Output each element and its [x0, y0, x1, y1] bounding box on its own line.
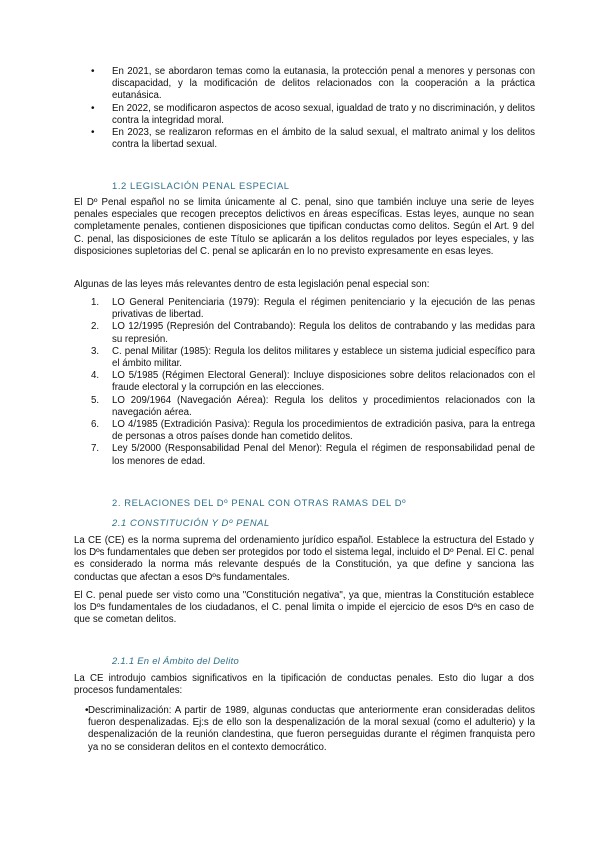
- list-text: C. penal Militar (1985): Regula los delitos militares y establece un sistema judicial específico para el ámbito militar.: [112, 345, 535, 370]
- list-item: • En 2023, se realizaron reformas en el ámbito de la salud sexual, el maltrato animal y los delitos contra la libertad sexual.: [91, 127, 535, 151]
- laws-intro: Algunas de las leyes más relevantes dentro de esta legislación penal especial son:: [74, 279, 430, 290]
- section-heading-1-2: 1.2 LEGISLACIÓN PENAL ESPECIAL: [112, 180, 290, 191]
- negative-constitution-paragraph: El C. penal puede ser visto como una "Constitución negativa", ya que, mientras la Constitución establece los Dºs fundamentales de los ciudadanos, el C. penal limita o impide el ejercicio de esos Dºs en caso de que se cometan delitos.: [74, 590, 534, 626]
- list-text: LO 12/1995 (Represión del Contrabando): Regula los delitos de contrabando y las medidas para su represión.: [112, 321, 535, 345]
- list-item: [91, 443, 535, 467]
- decriminalization-list: [88, 705, 535, 754]
- list-text: LO 4/1985 (Extradición Pasiva): Regula los procedimientos de extradición pasiva, para la entrega de personas a otros países donde han cometido delitos.: [112, 419, 535, 443]
- list-item: • En 2022, se modificaron aspectos de acoso sexual, igualdad de trato y no discriminación, y delitos contra la integridad moral.: [91, 103, 535, 127]
- list-item: [91, 419, 535, 443]
- list-text: LO General Penitenciaria (1979): Regula el régimen penitenciario y la ejecución de las penas privativas de libertad.: [112, 297, 535, 321]
- list-number: 2.: [91, 321, 100, 333]
- section-heading-2-1-1: 2.1.1 En el Ámbito del Delito: [112, 655, 239, 666]
- list-number: 4.: [91, 370, 100, 382]
- list-number: 5.: [91, 394, 100, 406]
- crime-scope-paragraph: La CE introdujo cambios significativos en la tipificación de conductas penales. Esto dio lugar a dos procesos fundamentales:: [74, 673, 534, 697]
- list-text: Ley 5/2000 (Responsabilidad Penal del Menor): Regula el régimen de responsabilidad penal de los menores de edad.: [112, 443, 535, 467]
- list-item: [91, 297, 535, 321]
- list-item: • En 2021, se abordaron temas como la eutanasia, la protección penal a menores y personas con discapacidad, y la modificación de delitos relacionados con la cooperación a la práctica eutanásica.: [91, 66, 535, 103]
- list-number: 1.: [91, 297, 100, 308]
- list-number: 7.: [91, 443, 100, 455]
- constitution-paragraph: La CE (CE) es la norma suprema del ordenamiento jurídico español. Establece la estructura del Estado y los Dºs fundamentales que deben ser protegidos por todo el sistema legal, incluido el Dº Penal. El C. penal es considerado la norma más relevante después de la Constitución, ya que define y sanciona las conductas que afectan a esos Dºs fundamentales.: [74, 535, 534, 583]
- list-text: • Descriminalización: A partir de 1989, algunas conductas que anteriormente eran consideradas delitos fueron despenalizadas. Ej:s de ello son la despenalización de la moral sexual (como el adulterio) y la despenalización de la reunión clandestina, que fueron perseguidas durante el régimen franquista pero ya no se consideran delitos en el contexto democrático.: [88, 705, 535, 753]
- special-legislation-paragraph: El Dº Penal español no se limita únicamente al C. penal, sino que también incluye una serie de leyes penales especiales que recogen preceptos delictivos en áreas específicas. Estas leyes, aunque no sean completamente penales, contienen disposiciones que tipifican conductas como delitos. Según el Art. 9 del C. penal, las disposiciones de este Título se aplicarán a los delitos regulados por leyes especiales, y las disposiciones supletorias del C. penal se aplicarán en lo no previsto expresamente en esas leyes.: [74, 197, 534, 257]
- list-item: [91, 370, 535, 394]
- list-item: [91, 395, 535, 419]
- section-heading-2: 2. RELACIONES DEL Dº PENAL CON OTRAS RAMAS DEL Dº: [112, 497, 407, 508]
- list-item: [91, 346, 535, 370]
- reform-bullet-list: [91, 66, 535, 151]
- list-item: [91, 321, 535, 345]
- section-heading-2-1: 2.1 CONSTITUCIÓN Y Dº PENAL: [112, 517, 270, 528]
- list-number: 6.: [91, 419, 100, 431]
- special-laws-list: [91, 297, 535, 468]
- list-text: LO 5/1985 (Régimen Electoral General): Incluye disposiciones sobre delitos relacionados con el fraude electoral y la corrupción en las elecciones.: [112, 370, 535, 394]
- list-item: [88, 705, 535, 754]
- list-text: LO 209/1964 (Navegación Aérea): Regula los delitos y procedimientos relacionados con la navegación aérea.: [112, 394, 535, 418]
- list-number: 3.: [91, 345, 100, 357]
